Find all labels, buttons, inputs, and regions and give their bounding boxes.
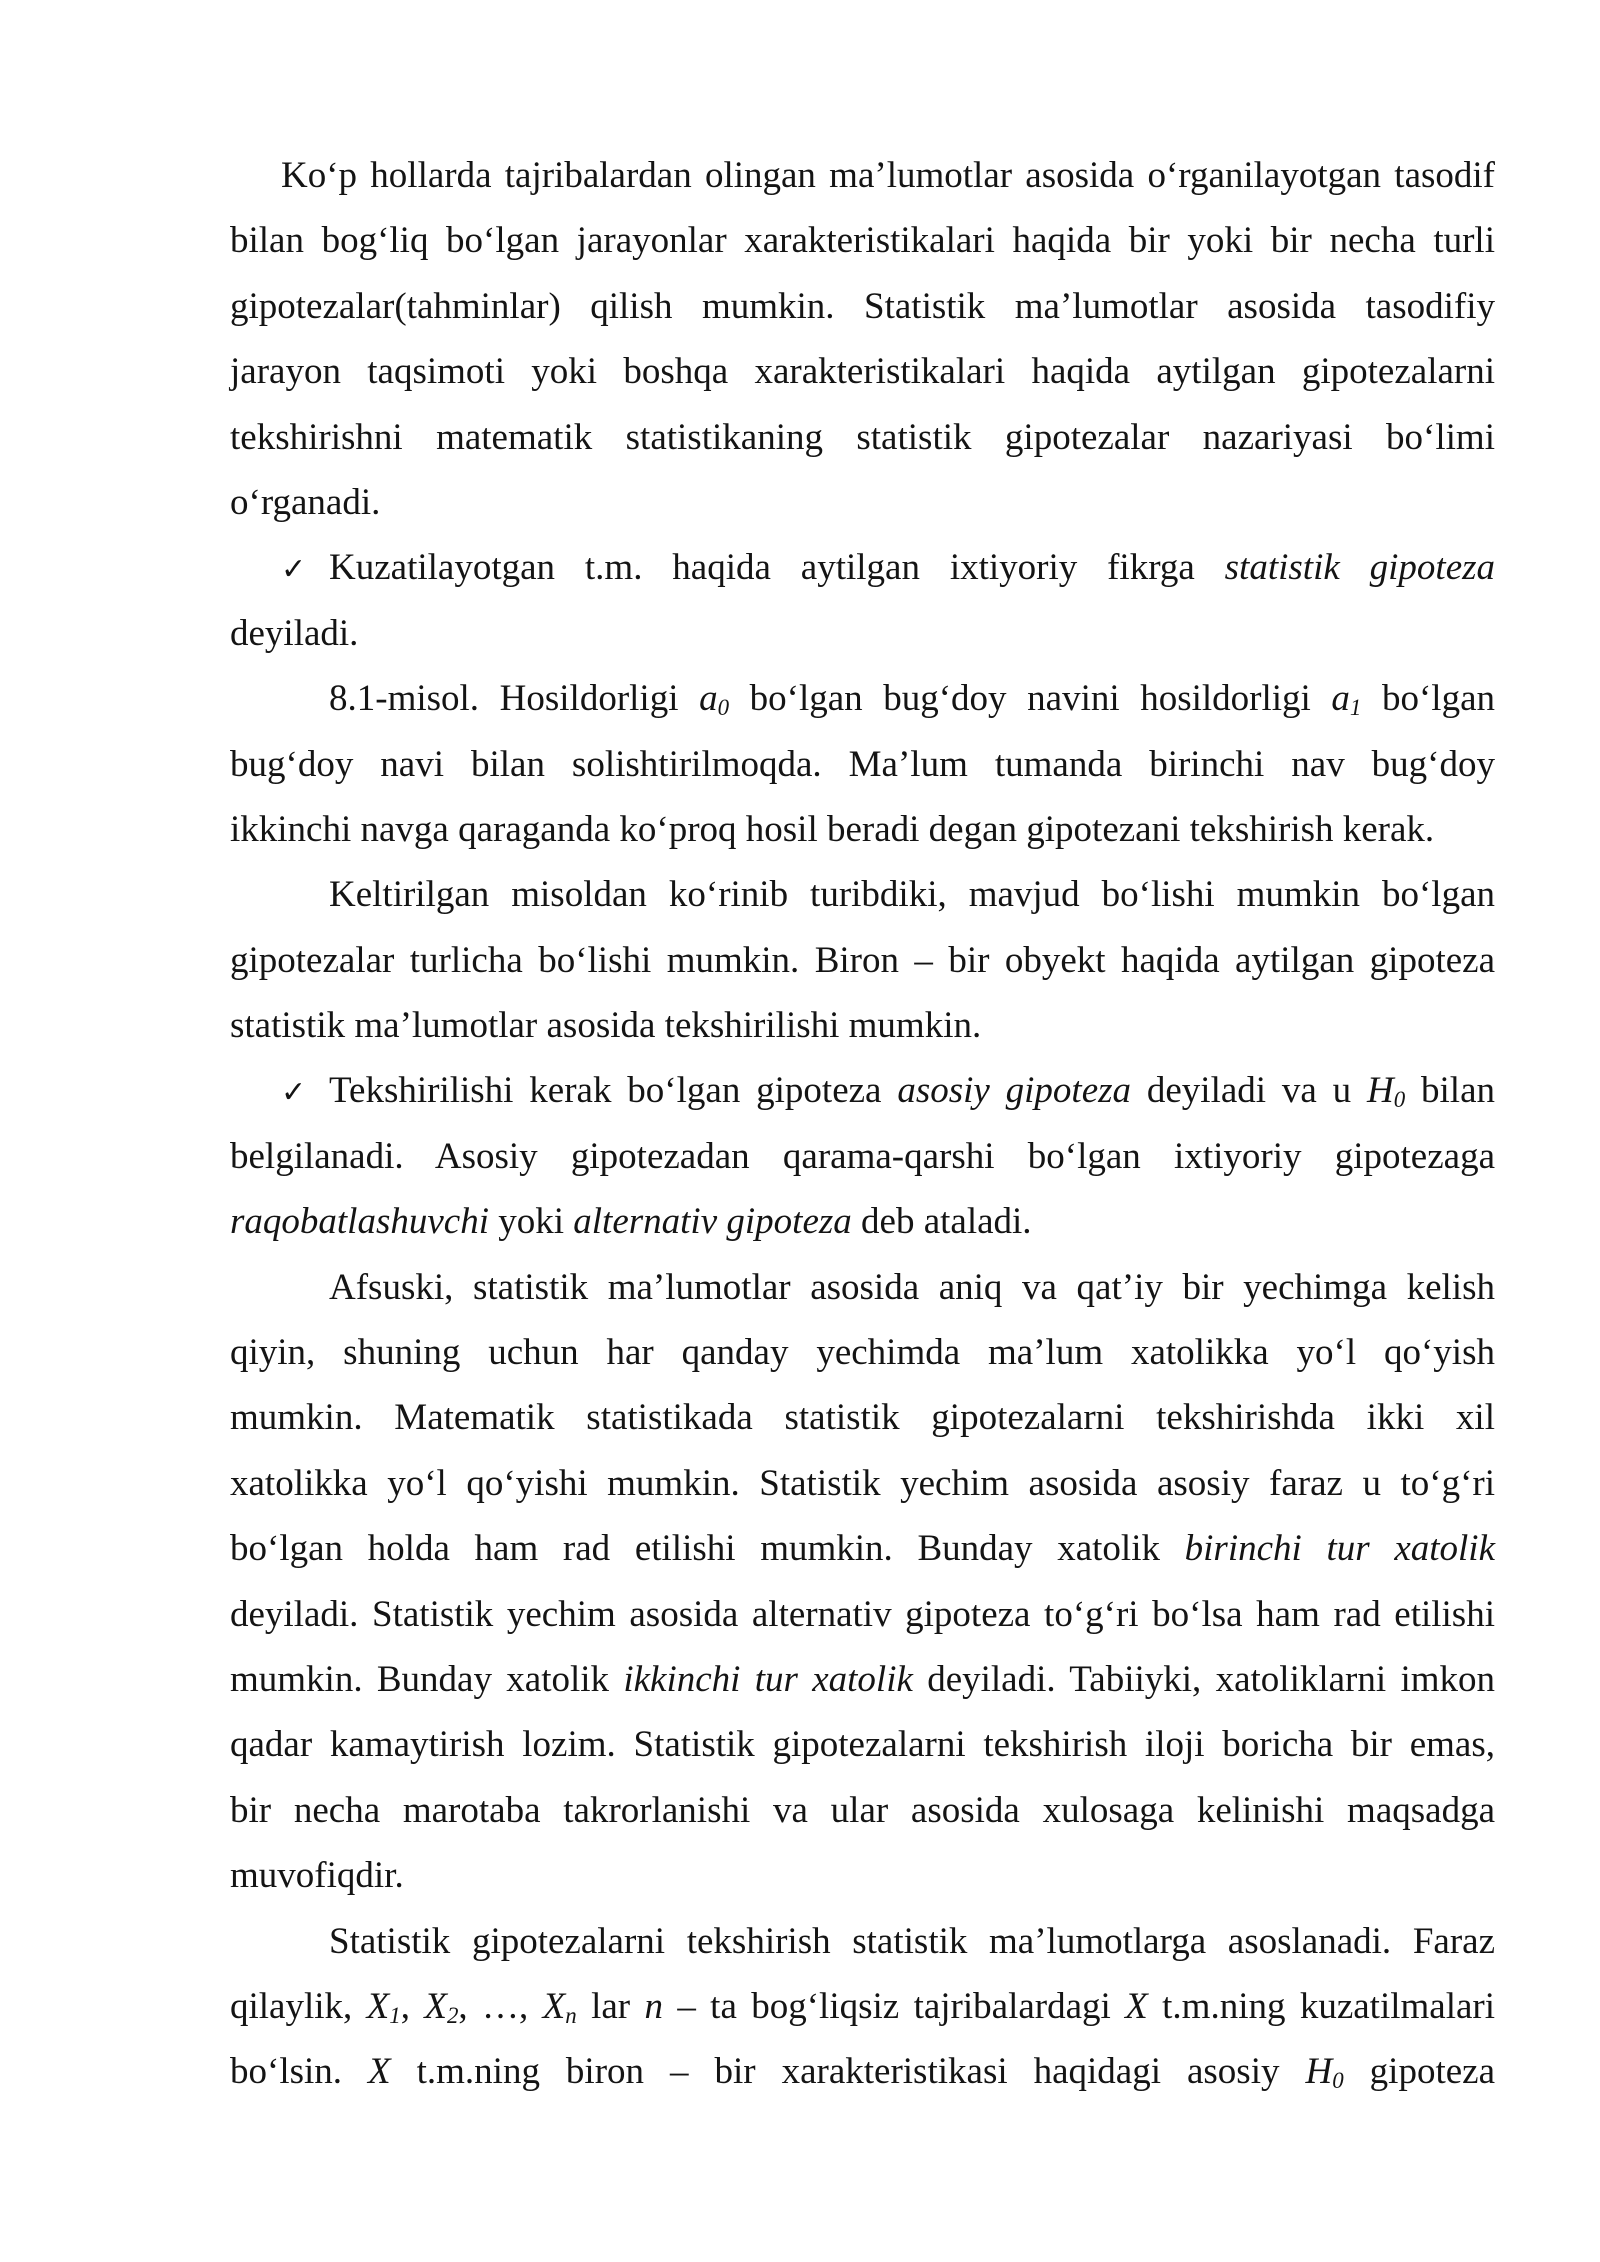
text-run: bilan [1405, 1070, 1496, 1112]
text-line [230, 993, 1495, 1058]
subscript: 0 [1332, 2068, 1344, 2094]
text-run: gipotezalar(tahminlar) qilish mumkin. Statistik ma’lumotlar asosida tasodifiy [230, 285, 1495, 327]
text-line [230, 1974, 1495, 2039]
text-run: Keltirilgan misoldan ko‘rinib turibdiki, mavjud bo‘lishi mumkin bo‘lgan [329, 874, 1495, 916]
text-run: 8.1-misol. Hosildorligi [329, 678, 700, 720]
text-line [230, 1582, 1495, 1647]
text-run: qiyin, shuning uchun har qanday yechimda ma’lum xatolikka yo‘l qo‘yish [230, 1332, 1495, 1374]
subscript: 1 [389, 2002, 401, 2028]
paragraph [230, 143, 1495, 535]
text-run: , [400, 1985, 425, 2027]
text-run: belgilanadi. Asosiy gipotezadan qarama-qarshi bo‘lgan ixtiyoriy gipotezaga [230, 1135, 1495, 1177]
text-run: qadar kamaytirish lozim. Statistik gipotezalarni tekshirish iloji boricha bir emas, [230, 1724, 1495, 1766]
text-run: xatolikka yo‘l qo‘yishi mumkin. Statistik yechim asosida asosiy faraz u to‘g‘ri [230, 1462, 1495, 1504]
text-line [230, 928, 1495, 993]
paragraph [230, 1255, 1495, 1909]
text-line [230, 1712, 1495, 1777]
text-line [230, 143, 1495, 208]
text-run: deyiladi. Tabiiyki, xatoliklarni imkon [912, 1658, 1495, 1700]
text-run: gipotezalar turlicha bo‘lishi mumkin. Biron – bir obyekt haqida aytilgan gipoteza [230, 939, 1495, 981]
text-run: Ko‘p hollarda tajribalardan olingan ma’lumotlar asosida o‘rganilayotgan tasodif [281, 155, 1495, 196]
text-run: Statistik gipotezalarni tekshirish statistik ma’lumotlarga asoslanadi. Faraz [329, 1920, 1495, 1962]
subscript: 2 [446, 2002, 459, 2028]
text-run: – ta bog‘liqsiz tajribalardagi [662, 1985, 1126, 2027]
text-run: t.m.ning biron – bir xarakteristikasi haqidagi asosiy [390, 2051, 1306, 2093]
text-run: t.m.ning kuzatilmalari [1147, 1985, 1496, 2027]
text-run: mumkin. Matematik statistikada statistik gipotezalarni tekshirishda ikki xil [230, 1397, 1495, 1439]
check-icon [281, 537, 306, 602]
text-run: Tekshirilishi kerak bo‘lgan gipoteza [329, 1070, 898, 1112]
paragraph [230, 1909, 1495, 2105]
math-symbol: X [424, 1985, 447, 2027]
text-run: o‘rganadi. [230, 481, 381, 523]
text-line [230, 274, 1495, 339]
italic-term: statistik gipoteza [1224, 547, 1496, 589]
text-run: ikkinchi navga qaraganda ko‘proq hosil beradi degan gipotezani tekshirish kerak. [230, 808, 1435, 850]
text-run: bug‘doy navi bilan solishtirilmoqda. Ma’lum tumanda birinchi nav bug‘doy [230, 743, 1495, 785]
text-run: deb ataladi. [851, 1201, 1032, 1243]
text-run: gipoteza [1343, 2051, 1495, 2093]
text-run: lar [576, 1985, 645, 2027]
text-line [230, 666, 1495, 731]
text-line [230, 862, 1495, 927]
text-line [230, 1320, 1495, 1385]
checklist-paragraph [230, 535, 1495, 666]
text-line [230, 1778, 1495, 1843]
text-line [230, 1255, 1495, 1320]
page-body [230, 143, 1495, 2105]
paragraph [230, 862, 1495, 1058]
math-symbol: a [1331, 678, 1350, 720]
text-run: bo‘lgan [1361, 678, 1495, 720]
text-line [230, 732, 1495, 797]
text-run: , …, [458, 1985, 543, 2027]
text-line [230, 1516, 1495, 1581]
italic-term: birinchi tur xatolik [1184, 1528, 1496, 1570]
text-run: Kuzatilayotgan t.m. haqida aytilgan ixtiyoriy fikrga [329, 547, 1225, 589]
subscript: 1 [1349, 695, 1362, 721]
italic-term: alternativ gipoteza [573, 1201, 852, 1243]
text-line [230, 1451, 1495, 1516]
math-symbol: H [1366, 1070, 1394, 1112]
subscript: 0 [1393, 1087, 1406, 1113]
math-symbol: X [542, 1985, 566, 2027]
paragraph [230, 666, 1495, 862]
text-run: deyiladi va u [1131, 1070, 1367, 1112]
text-run: bir necha marotaba takrorlanishi va ular asosida xulosaga kelinishi maqsadga [230, 1789, 1495, 1831]
text-line [230, 339, 1495, 404]
text-line [230, 601, 1495, 666]
text-run: qilaylik, [230, 1985, 367, 2027]
text-line [230, 1647, 1495, 1712]
text-run: deyiladi. [230, 612, 359, 654]
math-symbol: X [368, 2051, 391, 2093]
text-run: bo‘lsin. [230, 2051, 369, 2093]
math-symbol: n [644, 1985, 663, 2027]
text-run: bilan bog‘liq bo‘lgan jarayonlar xarakteristikalari haqida bir yoki bir necha turli [230, 220, 1495, 262]
italic-term: raqobatlashuvchi [230, 1201, 489, 1243]
text-line [230, 797, 1495, 862]
text-run: bo‘lgan bug‘doy navini hosildorligi [729, 678, 1332, 720]
math-symbol: a [699, 678, 718, 720]
text-line [230, 535, 1495, 600]
text-line [230, 470, 1495, 535]
subscript: 0 [717, 695, 730, 721]
text-line [230, 2039, 1495, 2104]
text-run: Afsuski, statistik ma’lumotlar asosida aniq va qat’iy bir yechimga kelish [329, 1266, 1495, 1308]
text-line [230, 208, 1495, 273]
text-line [230, 405, 1495, 470]
check-icon [281, 1060, 306, 1125]
text-run: bo‘lgan holda ham rad etilishi mumkin. Bunday xatolik [230, 1528, 1185, 1570]
italic-term: ikkinchi tur xatolik [623, 1658, 913, 1700]
text-line [230, 1124, 1495, 1189]
subscript: n [565, 2002, 577, 2028]
text-run: jarayon taqsimoti yoki boshqa xarakteristikalari haqida aytilgan gipotezalarni [230, 351, 1495, 393]
text-run: yoki [488, 1201, 574, 1243]
text-run: statistik ma’lumotlar asosida tekshirilishi mumkin. [230, 1005, 982, 1047]
text-run: deyiladi. Statistik yechim asosida alternativ gipoteza to‘g‘ri bo‘lsa ham rad etilishi [230, 1593, 1495, 1635]
text-line [230, 1385, 1495, 1450]
text-run: tekshirishni matematik statistikaning statistik gipotezalar nazariyasi bo‘limi [230, 416, 1495, 458]
text-line [230, 1058, 1495, 1123]
text-run: muvofiqdir. [230, 1855, 404, 1897]
math-symbol: X [1125, 1985, 1148, 2027]
math-symbol: H [1305, 2051, 1333, 2093]
text-line [230, 1909, 1495, 1974]
text-line [230, 1843, 1495, 1908]
checklist-paragraph [230, 1058, 1495, 1254]
italic-term: asosiy gipoteza [897, 1070, 1132, 1112]
text-run: mumkin. Bunday xatolik [230, 1658, 624, 1700]
math-symbol: X [366, 1985, 390, 2027]
text-line [230, 1189, 1495, 1254]
